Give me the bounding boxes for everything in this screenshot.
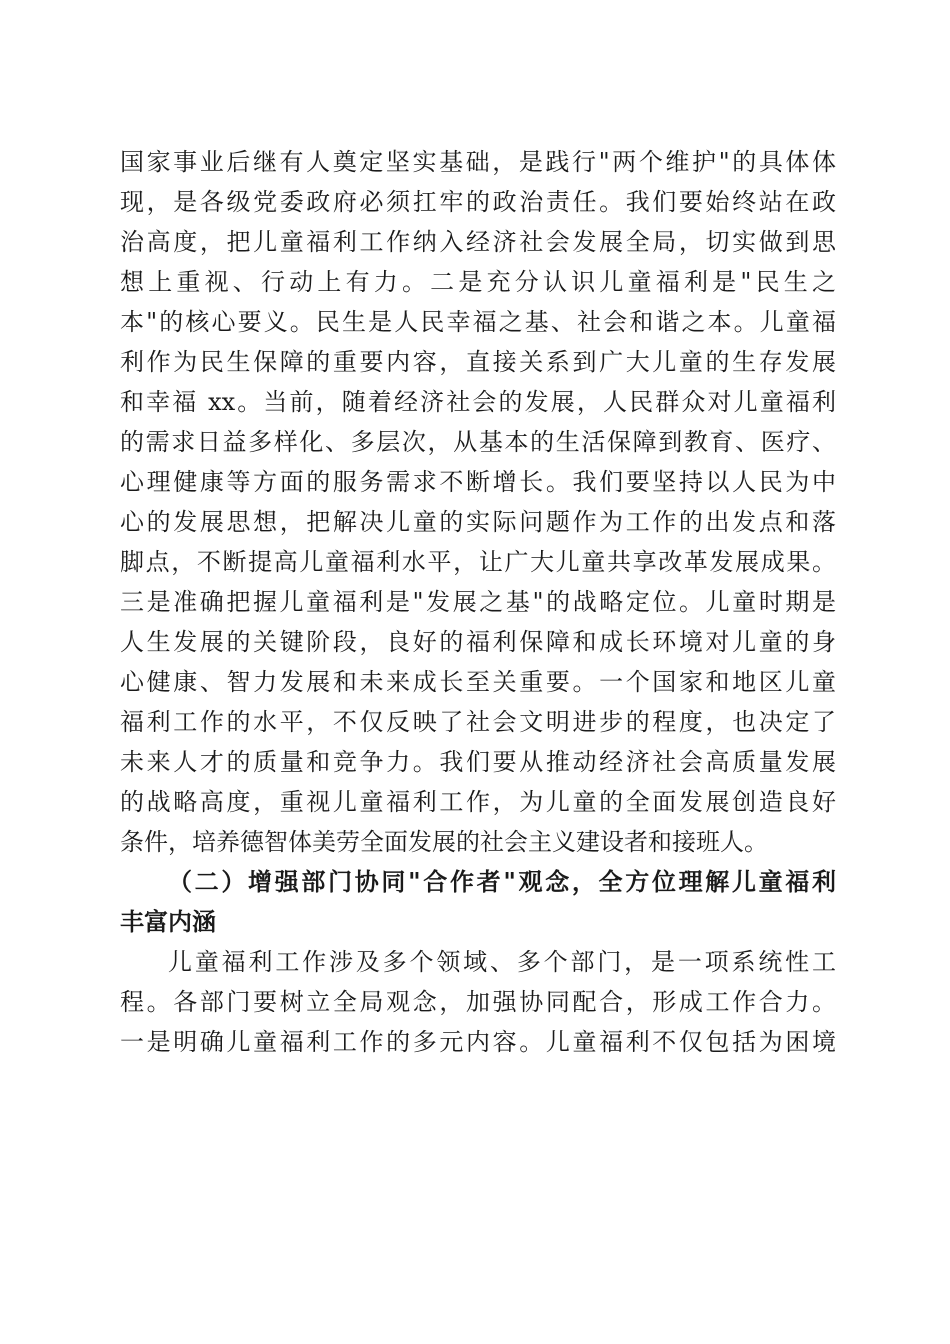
text-line: 心理健康等方面的服务需求不断增长。我们要坚持以人民为中 [120, 468, 836, 496]
document-body [120, 142, 836, 1062]
heading-line: （二）增强部门协同"合作者"观念，全方位理解儿童福利 [168, 867, 836, 896]
text-line: 想上重视、行动上有力。二是充分认识儿童福利是"民生之 [120, 268, 836, 296]
section-heading [120, 862, 836, 942]
text-line: 一是明确儿童福利工作的多元内容。儿童福利不仅包括为困境 [120, 1028, 836, 1056]
text-line: 的战略高度，重视儿童福利工作，为儿童的全面发展创造良好 [120, 788, 836, 816]
text-line: 本"的核心要义。民生是人民幸福之基、社会和谐之本。儿童福 [120, 308, 836, 336]
paragraph-1 [120, 142, 836, 862]
text-line: 心的发展思想，把解决儿童的实际问题作为工作的出发点和落 [120, 508, 836, 536]
text-line: 和幸福 xx。当前，随着经济社会的发展，人民群众对儿童福利 [120, 388, 836, 416]
text-line: 国家事业后继有人奠定坚实基础，是践行"两个维护"的具体体 [120, 148, 836, 176]
text-line: 条件，培养德智体美劳全面发展的社会主义建设者和接班人。 [120, 828, 768, 856]
text-line: 福利工作的水平，不仅反映了社会文明进步的程度，也决定了 [120, 708, 836, 736]
text-line: 现，是各级党委政府必须扛牢的政治责任。我们要始终站在政 [120, 188, 836, 216]
text-line: 心健康、智力发展和未来成长至关重要。一个国家和地区儿童 [120, 668, 836, 696]
heading-line: 丰富内涵 [120, 907, 216, 936]
text-line: 的需求日益多样化、多层次，从基本的生活保障到教育、医疗、 [120, 428, 836, 456]
text-line: 儿童福利工作涉及多个领域、多个部门，是一项系统性工 [168, 948, 836, 976]
paragraph-2 [120, 942, 836, 1062]
text-line: 治高度，把儿童福利工作纳入经济社会发展全局，切实做到思 [120, 228, 836, 256]
text-line: 程。各部门要树立全局观念，加强协同配合，形成工作合力。 [120, 988, 836, 1016]
text-line: 未来人才的质量和竞争力。我们要从推动经济社会高质量发展 [120, 748, 836, 776]
text-line: 人生发展的关键阶段，良好的福利保障和成长环境对儿童的身 [120, 628, 836, 656]
text-line: 三是准确把握儿童福利是"发展之基"的战略定位。儿童时期是 [120, 588, 836, 616]
text-line: 脚点，不断提高儿童福利水平，让广大儿童共享改革发展成果。 [120, 548, 836, 576]
text-line: 利作为民生保障的重要内容，直接关系到广大儿童的生存发展 [120, 348, 836, 376]
